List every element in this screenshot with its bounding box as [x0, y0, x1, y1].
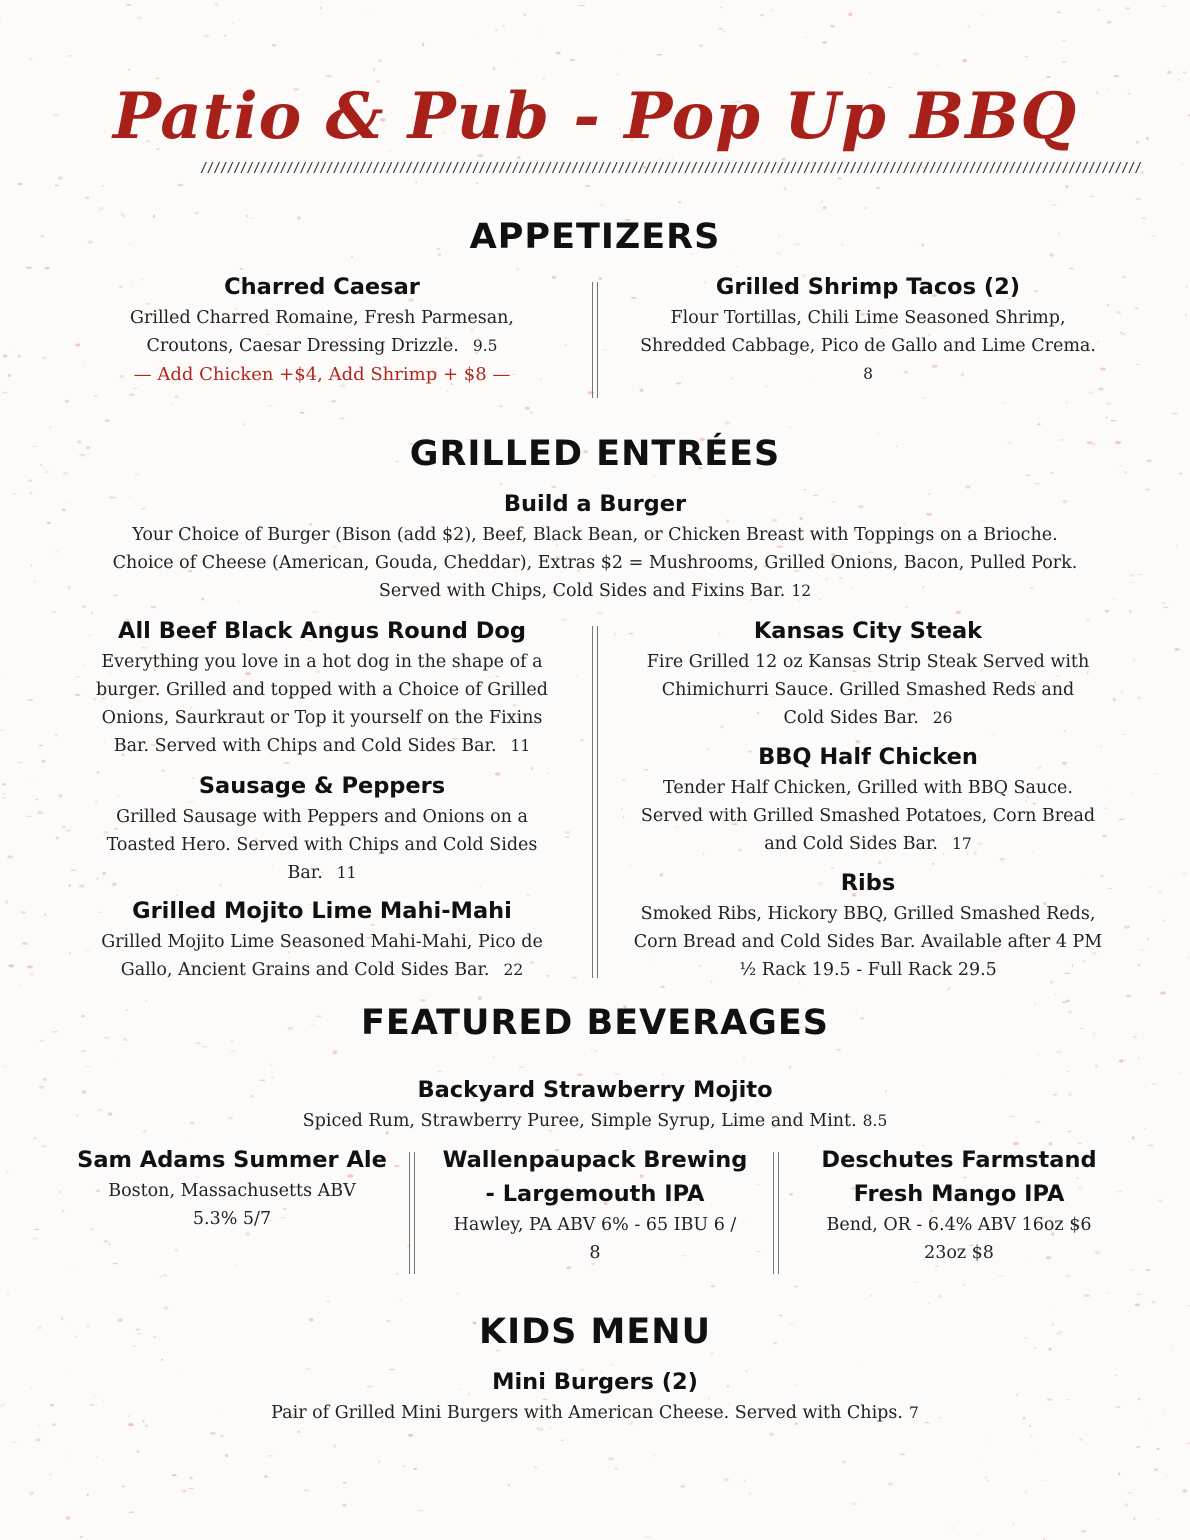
- title-divider: //////////////////////////////////////////////////////////////////////////////////////////////////////////////////////////////////////////////: [200, 161, 1141, 176]
- item-description-line: Grilled Mojito Lime Seasoned Mahi-Mahi, Pico de: [101, 932, 543, 952]
- item-description-line: 23oz $8: [924, 1243, 994, 1263]
- appetizers-heading: APPETIZERS: [469, 217, 721, 257]
- item-name: Mini Burgers (2): [492, 1369, 698, 1395]
- item-name: Grilled Shrimp Tacos (2): [715, 274, 1021, 300]
- item-description-line: Choice of Cheese (American, Gouda, Cheddar), Extras $2 = Mushrooms, Grilled Onions, Bacon, Pulled Pork.: [112, 553, 1078, 573]
- kansas-city-steak-item: [612, 614, 1124, 732]
- item-name: Sam Adams Summer Ale: [77, 1147, 387, 1173]
- item-price: 26: [932, 709, 953, 727]
- item-description-line: Flour Tortillas, Chili Lime Seasoned Shrimp,: [670, 308, 1066, 328]
- item-name: Build a Burger: [503, 491, 687, 517]
- item-description-line: Fire Grilled 12 oz Kansas Strip Steak Served with: [646, 652, 1090, 672]
- item-description-line: Bar. Served with Chips and Cold Sides Bar. 11: [113, 736, 531, 756]
- item-description-line: Bar. 11: [287, 863, 357, 883]
- item-price: 17: [952, 835, 972, 853]
- item-description-line: Corn Bread and Cold Sides Bar. Available after 4 PM: [633, 932, 1103, 952]
- item-name: Backyard Strawberry Mojito: [417, 1077, 773, 1103]
- item-description-line: Shredded Cabbage, Pico de Gallo and Lime Crema.: [640, 336, 1096, 356]
- item-name: - Largemouth IPA: [485, 1181, 705, 1207]
- item-price: 7: [908, 1404, 919, 1422]
- item-description-line: Hawley, PA ABV 6% - 65 IBU 6 /: [453, 1215, 737, 1235]
- item-description-line: Grilled Charred Romaine, Fresh Parmesan,: [130, 308, 514, 328]
- item-description-line: Boston, Massachusetts ABV: [108, 1181, 356, 1201]
- ribs-item: [612, 866, 1124, 984]
- menu-title: Patio & Pub - Pop Up BBQ: [112, 79, 1078, 154]
- column-divider: [592, 282, 598, 398]
- item-description-line: Grilled Sausage with Peppers and Onions on a: [116, 807, 528, 827]
- item-description-line: Bend, OR - 6.4% ABV 16oz $6: [826, 1215, 1092, 1235]
- item-description-line: Your Choice of Burger (Bison (add $2), Beef, Black Bean, or Chicken Breast with Toppings on a Brioche.: [132, 525, 1058, 545]
- bbq-half-chicken-item: [612, 740, 1124, 858]
- item-price: 12: [791, 582, 812, 600]
- item-description-line: 5.3% 5/7: [192, 1209, 272, 1229]
- column-divider: [592, 626, 598, 978]
- wallenpaupack-item: [428, 1143, 762, 1267]
- item-name: Deschutes Farmstand: [821, 1147, 1097, 1173]
- item-price: 8.5: [862, 1112, 888, 1130]
- item-description-line: Tender Half Chicken, Grilled with BBQ Sauce.: [663, 778, 1073, 798]
- item-price: 11: [510, 737, 531, 755]
- item-description-line: Gallo, Ancient Grains and Cold Sides Bar. 22: [120, 960, 524, 980]
- item-description-line: Pair of Grilled Mini Burgers with American Cheese. Served with Chips. 7: [271, 1403, 919, 1423]
- item-description-line: Served with Grilled Smashed Potatoes, Corn Bread: [640, 806, 1096, 826]
- item-price: 9.5: [472, 337, 498, 355]
- item-name: Kansas City Steak: [753, 618, 983, 644]
- item-name: Fresh Mango IPA: [853, 1181, 1065, 1207]
- item-name: Wallenpaupack Brewing: [442, 1147, 748, 1173]
- item-description-line: Spiced Rum, Strawberry Puree, Simple Syrup, Lime and Mint. 8.5: [302, 1111, 888, 1131]
- item-name: All Beef Black Angus Round Dog: [118, 618, 526, 644]
- item-name: Ribs: [840, 870, 896, 896]
- item-name: Charred Caesar: [224, 274, 420, 300]
- addon-options: — Add Chicken +$4, Add Shrimp + $8 —: [133, 364, 511, 385]
- item-name: Grilled Mojito Lime Mahi-Mahi: [132, 898, 512, 924]
- build-a-burger-item: [30, 487, 1160, 605]
- shrimp-tacos-item: [612, 270, 1124, 388]
- round-dog-item: [62, 614, 582, 760]
- item-description-line: 8: [589, 1243, 601, 1263]
- column-divider: [409, 1152, 415, 1274]
- item-description-line: Smoked Ribs, Hickory BBQ, Grilled Smashed Reds,: [640, 904, 1096, 924]
- item-description-line: Onions, Saurkraut or Top it yourself on the Fixins: [101, 708, 543, 728]
- item-price: 11: [336, 864, 357, 882]
- item-description-line: Everything you love in a hot dog in the shape of a: [101, 652, 543, 672]
- item-description-line: Cold Sides Bar. 26: [783, 708, 953, 728]
- item-name: BBQ Half Chicken: [758, 744, 978, 770]
- charred-caesar-item: [72, 270, 572, 390]
- mini-burgers-item: [100, 1365, 1090, 1427]
- item-description-line: Croutons, Caesar Dressing Drizzle. 9.5: [146, 336, 498, 356]
- item-price: 8: [863, 365, 873, 383]
- strawberry-mojito-item: [100, 1073, 1090, 1135]
- column-divider: [773, 1152, 779, 1274]
- item-description-line: and Cold Sides Bar. 17: [764, 834, 972, 854]
- item-description-line: Toasted Hero. Served with Chips and Cold Sides: [106, 835, 538, 855]
- sam-adams-item: [62, 1143, 402, 1233]
- beverages-heading: FEATURED BEVERAGES: [360, 1003, 830, 1043]
- item-description-line: burger. Grilled and topped with a Choice of Grilled: [95, 680, 548, 700]
- entrees-heading: GRILLED ENTRÉES: [409, 434, 781, 474]
- item-name: Sausage & Peppers: [198, 773, 446, 799]
- mahi-mahi-item: [62, 894, 582, 984]
- item-price: 22: [503, 961, 524, 979]
- item-description-line: Served with Chips, Cold Sides and Fixins Bar. 12: [378, 581, 812, 601]
- deschutes-item: [792, 1143, 1126, 1267]
- sausage-peppers-item: [62, 769, 582, 887]
- kids-menu-heading: KIDS MENU: [478, 1312, 712, 1352]
- item-price-line: ½ Rack 19.5 - Full Rack 29.5: [739, 960, 997, 980]
- item-description-line: Chimichurri Sauce. Grilled Smashed Reds and: [661, 680, 1075, 700]
